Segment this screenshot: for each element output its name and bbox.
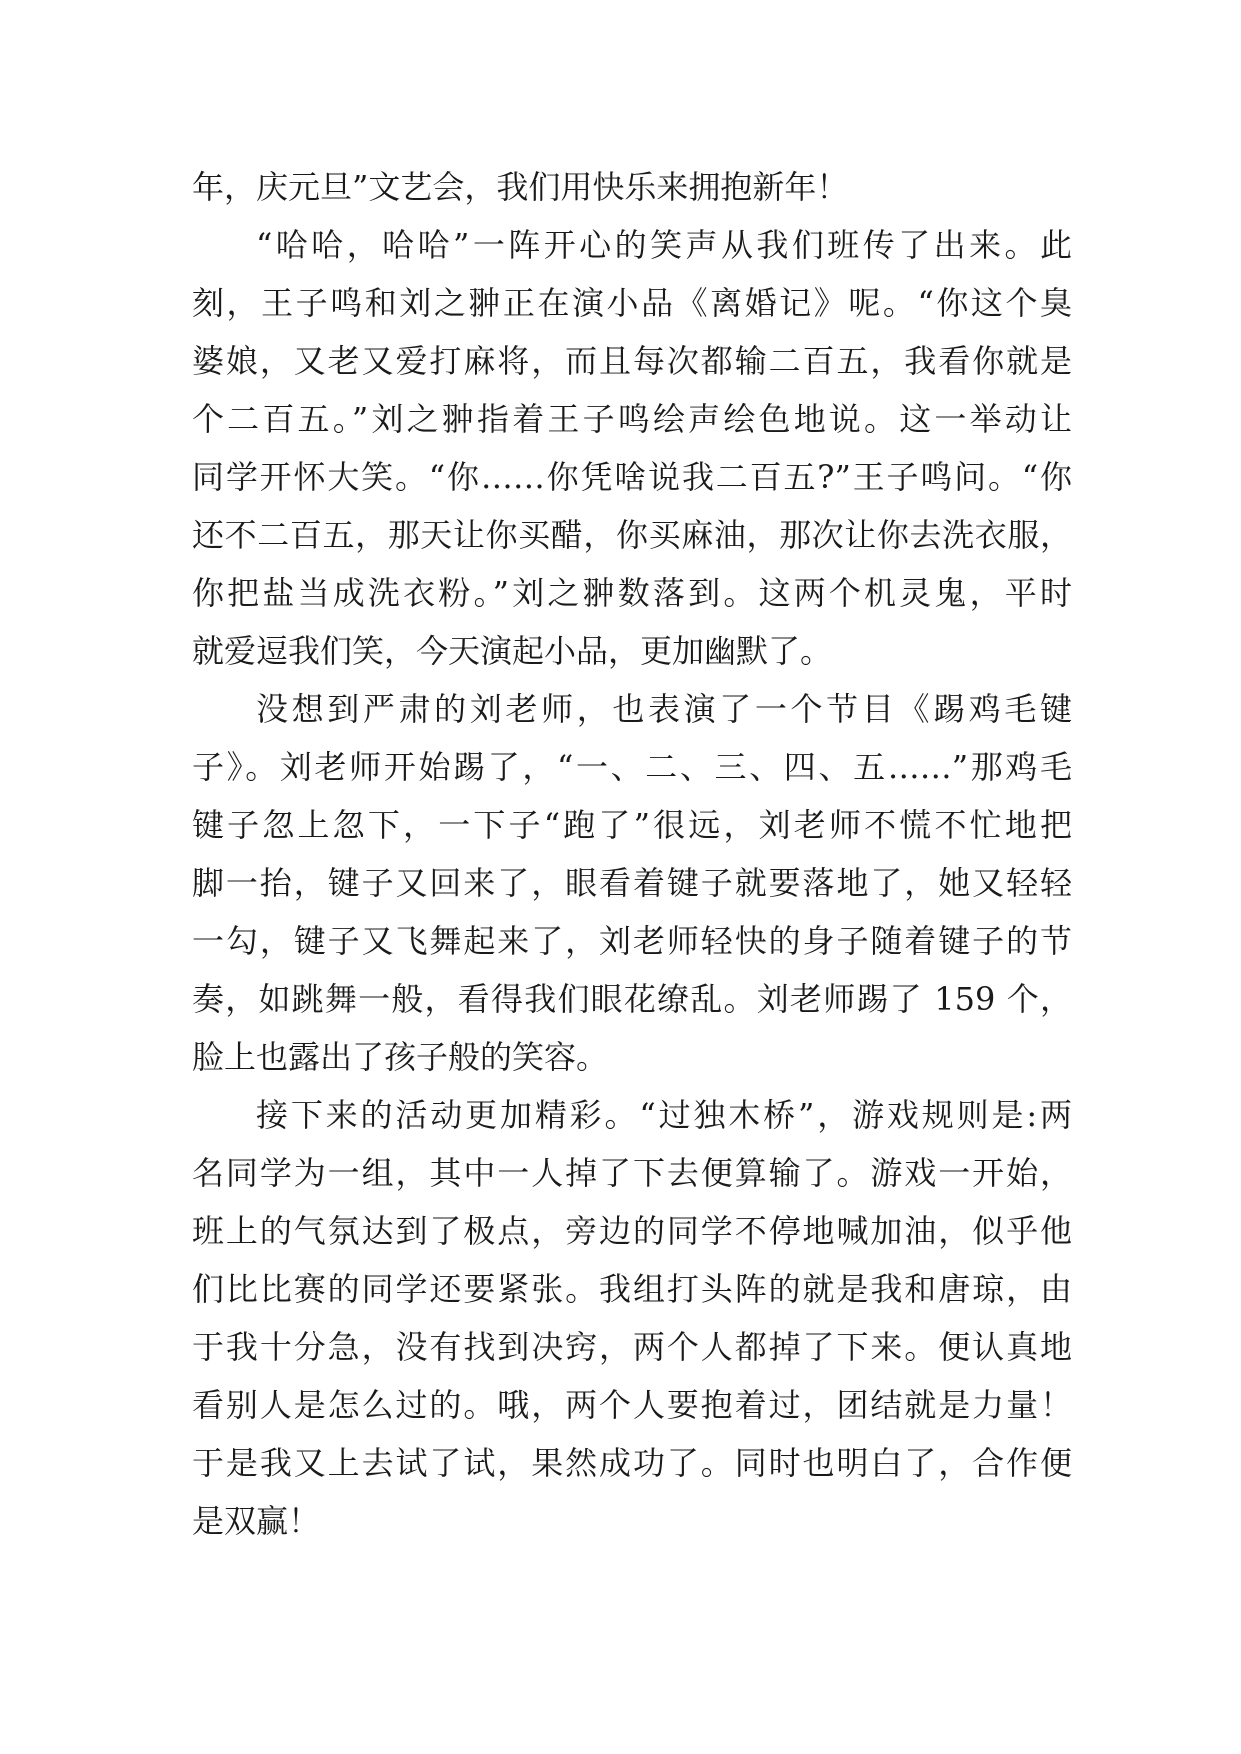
text-line: 同学开怀大笑。“你……你凭啥说我二百五?”王子鸣问。“你 — [192, 458, 1072, 496]
text-line: 于我十分急，没有找到决窍，两个人都掉了下来。便认真地 — [192, 1328, 1072, 1366]
text-line: 是双赢！ — [192, 1502, 321, 1540]
text-line: 婆娘，又老又爱打麻将，而且每次都输二百五，我看你就是 — [192, 342, 1072, 380]
text-line: 脸上也露出了孩子般的笑容。 — [192, 1038, 609, 1076]
text-line: 没想到严肃的刘老师，也表演了一个节目《踢鸡毛键 — [256, 690, 1072, 728]
text-line: 接下来的活动更加精彩。“过独木桥”，游戏规则是:两 — [256, 1096, 1072, 1134]
text-line: 键子忽上忽下，一下子“跑了”很远，刘老师不慌不忙地把 — [192, 806, 1072, 844]
text-line: 脚一抬，键子又回来了，眼看着键子就要落地了，她又轻轻 — [192, 864, 1072, 902]
text-line: 年，庆元旦”文艺会，我们用快乐来拥抱新年！ — [192, 168, 849, 206]
text-line: 名同学为一组，其中一人掉了下去便算输了。游戏一开始， — [192, 1154, 1072, 1192]
text-line: 于是我又上去试了试，果然成功了。同时也明白了，合作便 — [192, 1444, 1072, 1482]
text-line: 个二百五。”刘之翀指着王子鸣绘声绘色地说。这一举动让 — [192, 400, 1072, 438]
text-line: 班上的气氛达到了极点，旁边的同学不停地喊加油，似乎他 — [192, 1212, 1072, 1250]
text-line: 就爱逗我们笑，今天演起小品，更加幽默了。 — [192, 632, 833, 670]
text-line: “哈哈，哈哈”一阵开心的笑声从我们班传了出来。此 — [256, 226, 1072, 264]
text-line: 子》。刘老师开始踢了，“一、二、三、四、五……”那鸡毛 — [192, 748, 1072, 786]
paragraph — [192, 680, 1072, 1086]
text-line: 刻，王子鸣和刘之翀正在演小品《离婚记》呢。“你这个臭 — [192, 284, 1072, 322]
text-line: 看别人是怎么过的。哦，两个人要抱着过，团结就是力量！ — [192, 1386, 1072, 1424]
paragraph — [192, 1086, 1072, 1550]
text-line: 奏，如跳舞一般，看得我们眼花缭乱。刘老师踢了 159 个， — [192, 980, 1072, 1018]
paragraph — [192, 216, 1072, 680]
text-line: 们比比赛的同学还要紧张。我组打头阵的就是我和唐琼，由 — [192, 1270, 1072, 1308]
paragraph — [192, 158, 1072, 216]
body-text — [192, 158, 1072, 1550]
text-line: 一勾，键子又飞舞起来了，刘老师轻快的身子随着键子的节 — [192, 922, 1072, 960]
text-line: 你把盐当成洗衣粉。”刘之翀数落到。这两个机灵鬼，平时 — [192, 574, 1072, 612]
text-line: 还不二百五，那天让你买醋，你买麻油，那次让你去洗衣服， — [192, 516, 1072, 554]
